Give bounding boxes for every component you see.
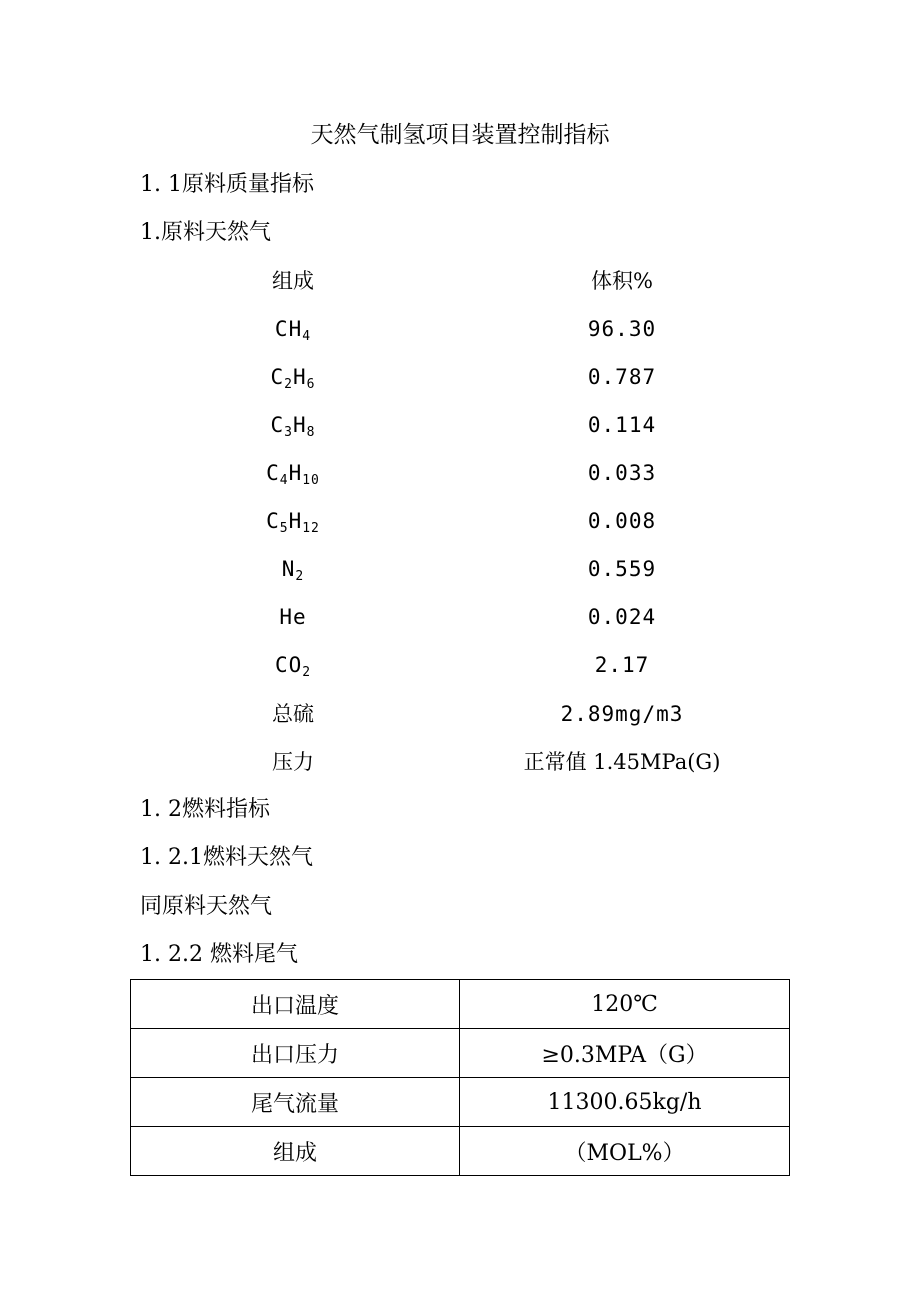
table-cell-key: 出口压力 [131,1029,460,1078]
component-volume-percent: 0.008 [587,509,657,533]
section-heading-raw-natural-gas: 1.原料天然气 [140,220,271,245]
section-heading-fuel: 1. 2燃料指标 [140,797,270,822]
composition-row [0,360,920,394]
composition-row [0,504,920,538]
table-cell-key: 组成 [131,1127,460,1176]
section-heading-fuel-tail-gas: 1. 2.2 燃料尾气 [140,942,298,967]
component-volume-percent: 0.024 [587,605,657,629]
tail-gas-table [130,979,790,1176]
component-formula: $CO_2$ [274,653,312,680]
table-row [131,1029,790,1078]
composition-header-row [0,264,920,298]
component-volume-percent: 0.114 [587,413,657,437]
table-cell-value: ≥0.3MPA（G） [460,1029,790,1078]
component-volume-percent: 0.033 [587,461,657,485]
total-sulfur-value: 2.89mg/m3 [560,702,684,726]
component-volume-percent: 0.787 [587,365,657,389]
component-formula: $C_5H_{12}$ [266,509,320,536]
table-cell-value: （MOL%） [460,1127,790,1176]
table-row [131,1127,790,1176]
component-volume-percent: 0.559 [587,557,657,581]
composition-row [0,552,920,586]
component-formula: $C_3H_8$ [270,413,316,440]
total-sulfur-row [0,697,920,731]
component-volume-percent: 2.17 [594,653,650,677]
composition-header-value: 体积% [591,269,653,293]
fuel-natural-gas-note: 同原料天然气 [140,894,273,919]
composition-header-name: 组成 [272,269,314,293]
component-volume-percent: 96.30 [587,317,657,341]
component-formula: $C_4H_{10}$ [266,461,320,488]
composition-row [0,408,920,442]
component-formula: $C_2H_6$ [270,365,316,392]
composition-row [0,648,920,682]
section-heading-raw-material-quality: 1. 1原料质量指标 [140,172,314,197]
composition-row [0,456,920,490]
table-cell-key: 出口温度 [131,980,460,1029]
total-sulfur-label: 总硫 [272,702,314,726]
composition-row [0,600,920,634]
table-cell-value: 11300.65kg/h [460,1078,790,1127]
section-heading-fuel-natural-gas: 1. 2.1燃料天然气 [140,845,313,870]
document-title: 天然气制氢项目装置控制指标 [310,122,610,148]
composition-row [0,312,920,346]
table-cell-value: 120℃ [460,980,790,1029]
table-row [131,980,790,1029]
table-row [131,1078,790,1127]
pressure-label: 压力 [272,750,314,774]
component-formula: $N_2$ [281,557,305,584]
pressure-row [0,745,920,779]
table-cell-key: 尾气流量 [131,1078,460,1127]
component-formula: $CH_4$ [274,317,312,344]
pressure-value: 正常值 1.45MPa(G) [523,750,721,774]
component-formula: He [279,605,307,629]
